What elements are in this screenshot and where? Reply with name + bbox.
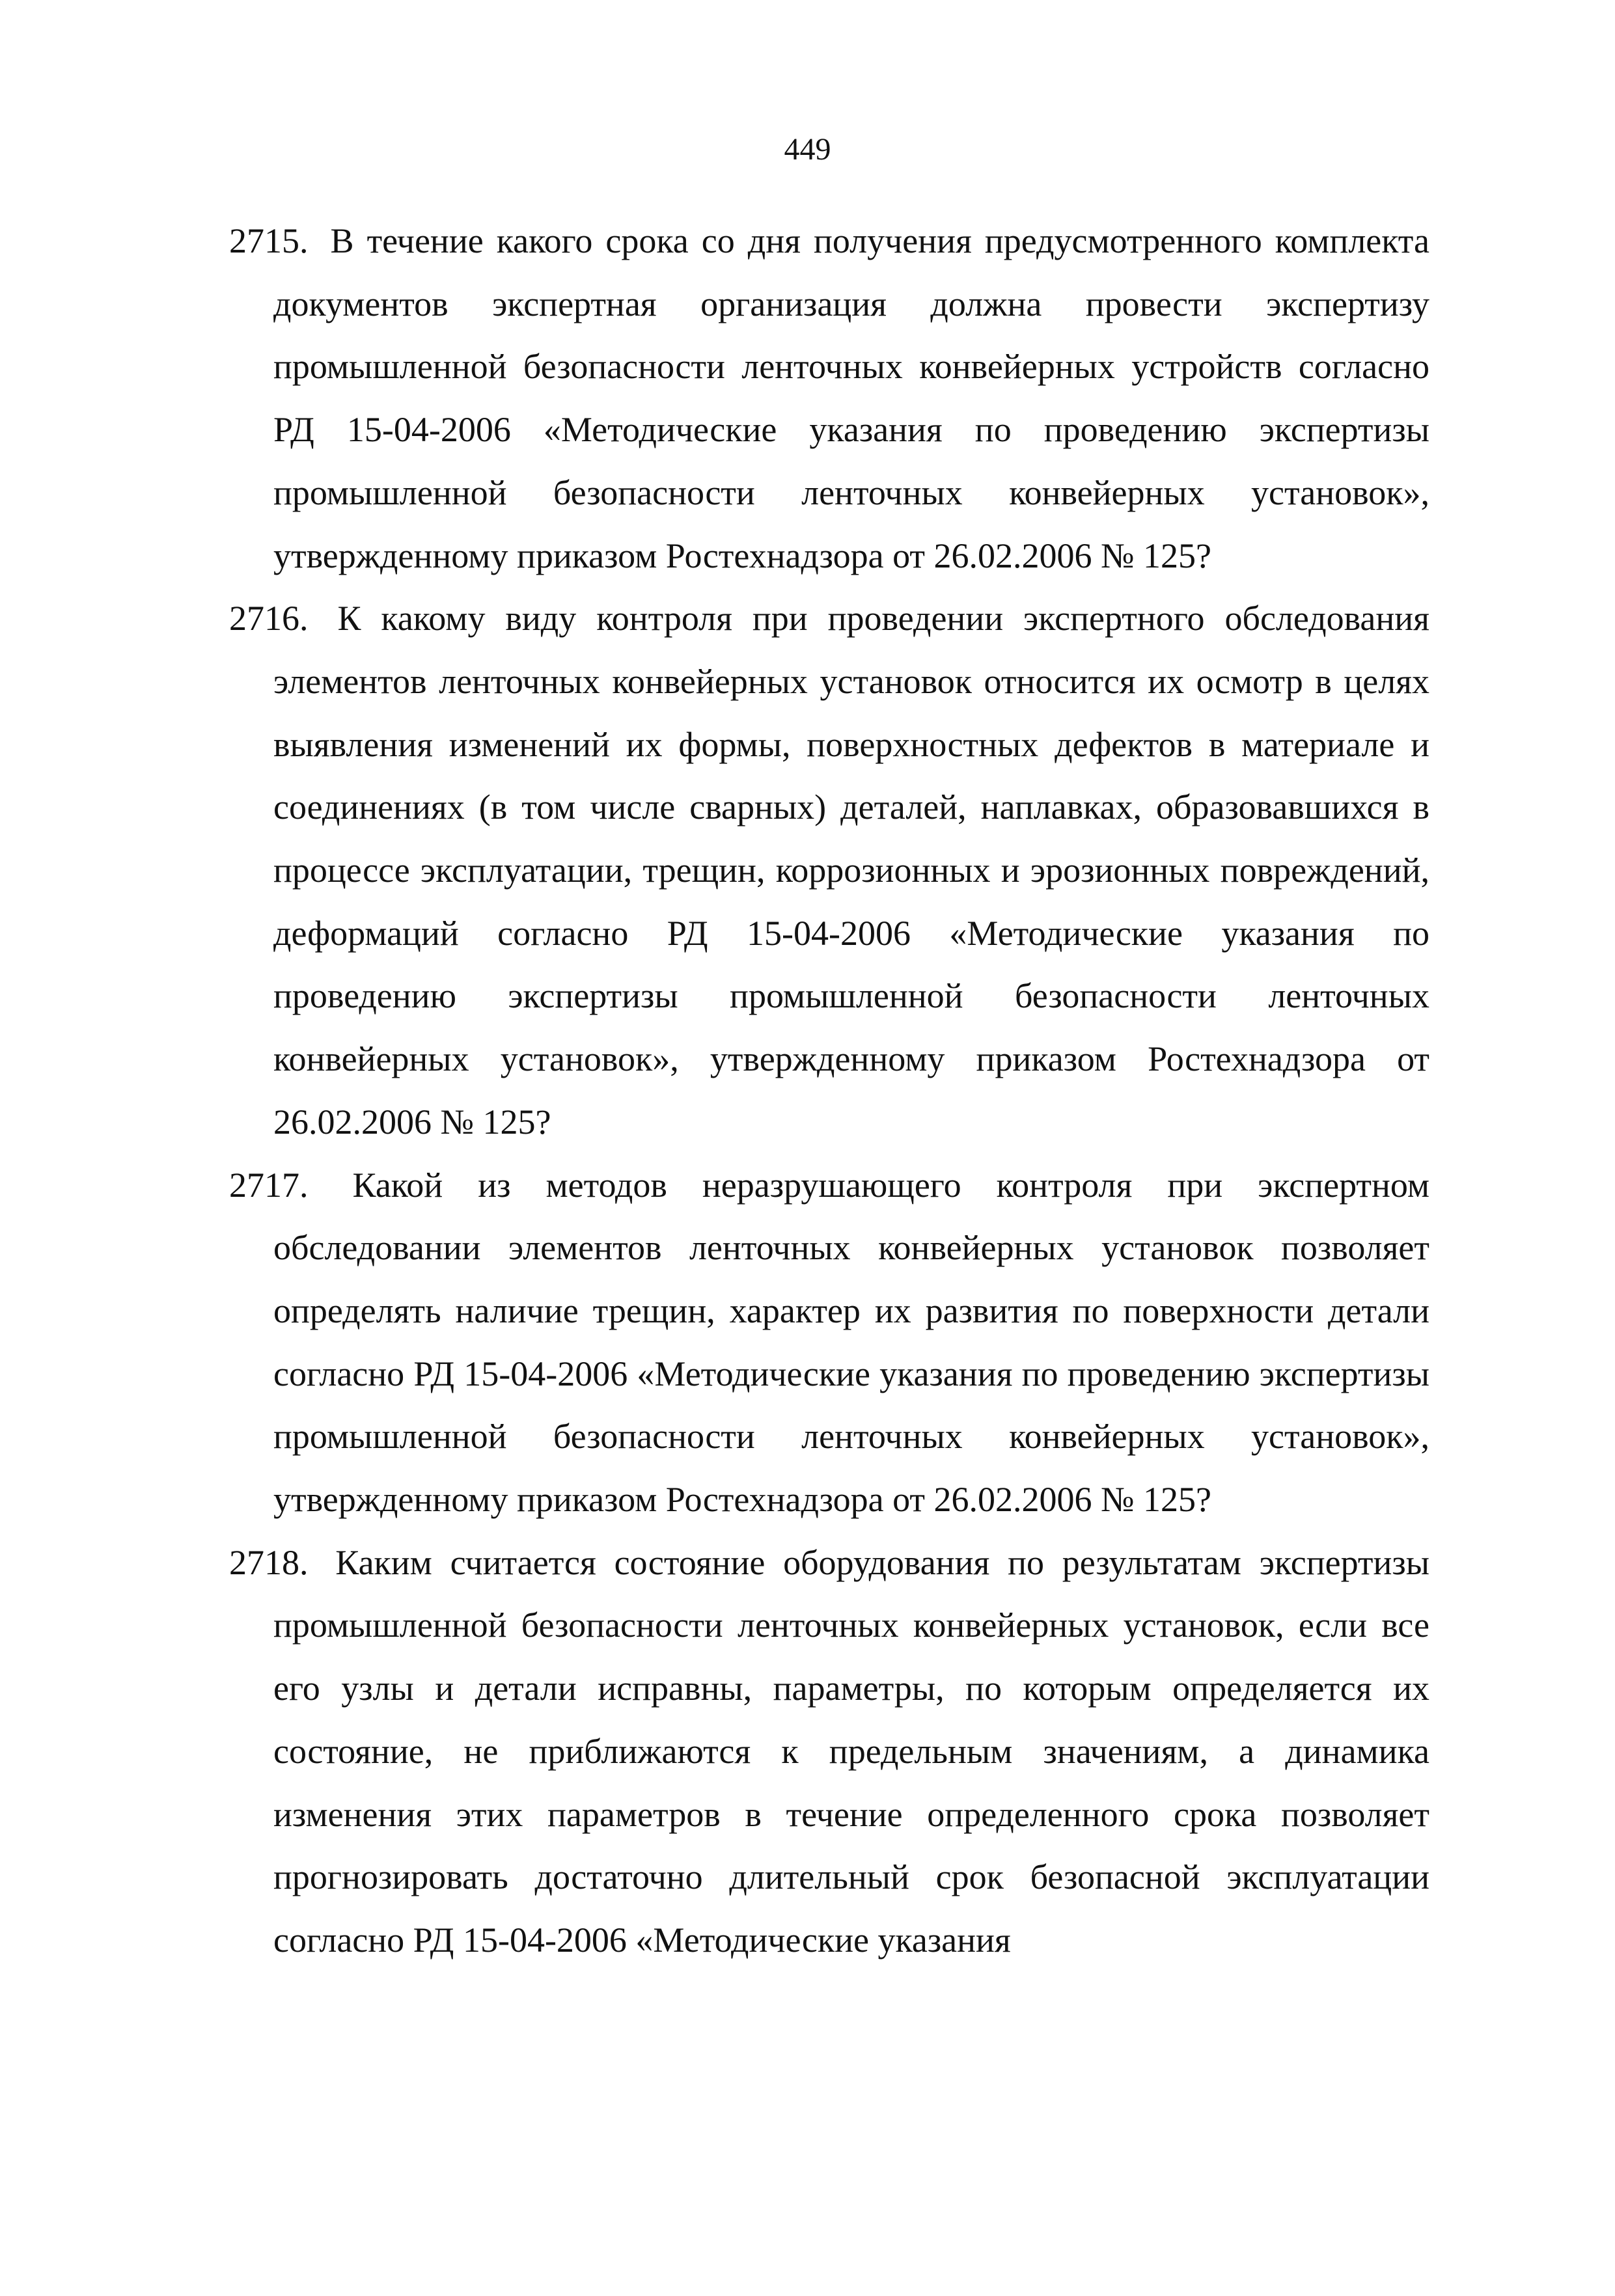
question-2718	[229, 1531, 1429, 1972]
question-2716	[229, 587, 1429, 1153]
question-list	[229, 210, 1429, 1972]
question-2717	[229, 1154, 1429, 1531]
page-number: 449	[784, 132, 831, 167]
question-text: Какой из методов неразрушающего контроля при экспертном обследовании элементов ленточных конвейерных установок позволяет определять наличие трещин, характер их развития по поверхности детали согласно РД 15-04-2006 «Методические указания по проведению экспертизы промышленной безопасности ленточных конвейерных установок», утвержденному приказом Ростехнадзора от 26.02.2006 № 125?	[273, 1165, 1429, 1520]
question-2715	[229, 210, 1429, 587]
question-number: 2717.	[229, 1165, 309, 1205]
question-text: Каким считается состояние оборудования по результатам экспертизы промышленной безопасности ленточных конвейерных установок, если все его узлы и детали исправны, параметры, по которым определяется их состояние, не приближаются к предельным значениям, а динамика изменения этих параметров в течение определенного срока позволяет прогнозировать достаточно длительный срок безопасной эксплуатации согласно РД 15-04-2006 «Методические указания	[273, 1542, 1429, 1960]
question-text: К какому виду контроля при проведении экспертного обследования элементов ленточных конвейерных установок относится их осмотр в целях выявления изменений их формы, поверхностных дефектов в материале и соединениях (в том числе сварных) деталей, наплавках, образовавшихся в процессе эксплуатации, трещин, коррозионных и эрозионных повреждений, деформаций согласно РД 15-04-2006 «Методические указания по проведению экспертизы промышленной безопасности ленточных конвейерных установок», утвержденному приказом Ростехнадзора от 26.02.2006 № 125?	[273, 599, 1429, 1141]
question-number: 2715.	[229, 221, 309, 260]
question-number: 2718.	[229, 1542, 309, 1582]
question-number: 2716.	[229, 599, 309, 638]
question-text: В течение какого срока со дня получения предусмотренного комплекта документов экспертная организация должна провести экспертизу промышленной безопасности ленточных конвейерных устройств согласно РД 15-04-2006 «Методические указания по проведению экспертизы промышленной безопасности ленточных конвейерных установок», утвержденному приказом Ростехнадзора от 26.02.2006 № 125?	[273, 221, 1430, 575]
